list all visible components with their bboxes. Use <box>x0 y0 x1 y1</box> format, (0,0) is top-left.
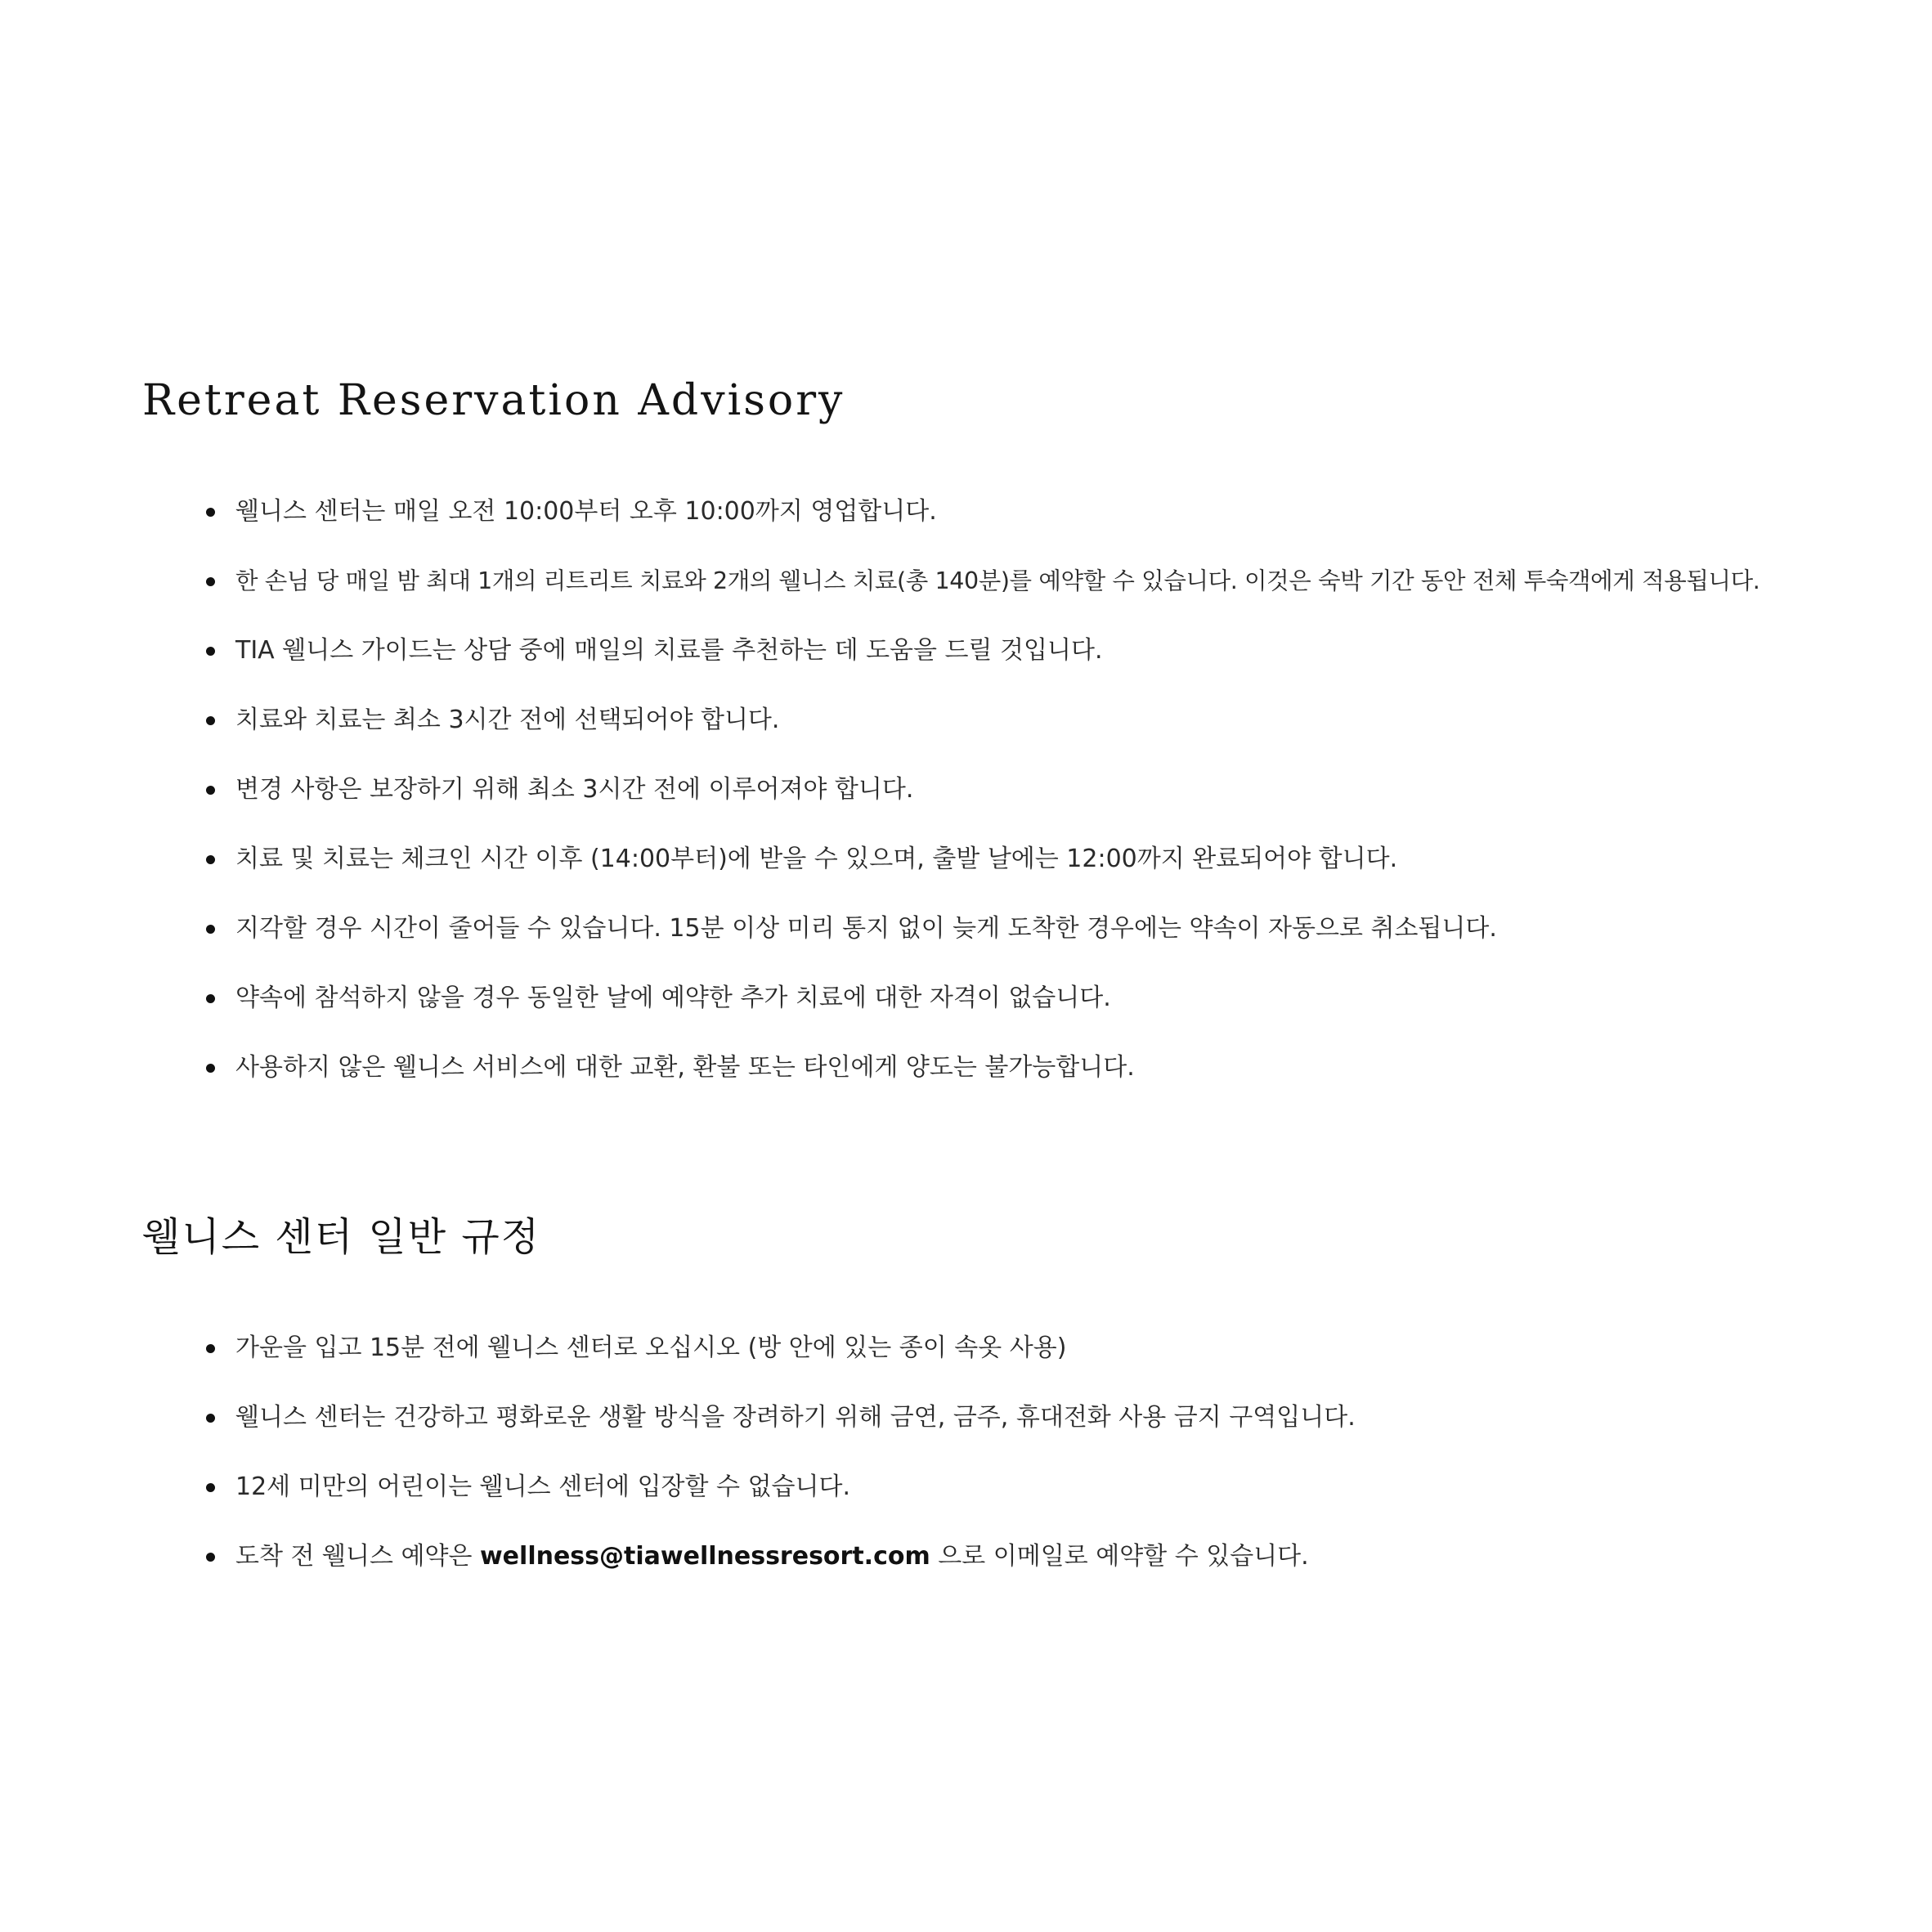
list-item <box>142 1467 1859 1536</box>
list-item <box>142 1328 1859 1397</box>
bullet-icon <box>206 994 215 1003</box>
email-item-prefix: 도착 전 웰니스 예약은 <box>235 1542 480 1571</box>
section-heading: 웰니스 센터 일반 규정 <box>142 1214 541 1260</box>
list-item-text: 웰니스 센터는 매일 오전 10:00부터 오후 10:00까지 영업합니다. <box>235 497 937 526</box>
list-item-text: 약속에 참석하지 않을 경우 동일한 날에 예약한 추가 치료에 대한 자격이 없습니다. <box>235 984 1111 1012</box>
list-item <box>142 491 1859 561</box>
list-item <box>142 700 1859 769</box>
bullet-icon <box>206 577 215 586</box>
list-item-text: 지각할 경우 시간이 줄어들 수 있습니다. 15분 이상 미리 통지 없이 늦게 도착한 경우에는 약속이 자동으로 취소됩니다. <box>235 914 1497 943</box>
bullet-icon <box>206 1553 215 1562</box>
list-item-text: 한 손님 당 매일 밤 최대 1개의 리트리트 치료와 2개의 웰니스 치료(총 140분)를 예약할 수 있습니다. 이것은 숙박 기간 동안 전체 투숙객에게 적용됩니다. <box>235 567 1760 594</box>
list-item-text: 치료 및 치료는 체크인 시간 이후 (14:00부터)에 받을 수 있으며, 출발 날에는 12:00까지 완료되어야 합니다. <box>235 845 1398 873</box>
list-item-text: 웰니스 센터는 건강하고 평화로운 생활 방식을 장려하기 위해 금연, 금주, 휴대전화 사용 금지 구역입니다. <box>235 1403 1356 1432</box>
wellness-center-rules-section <box>142 1208 1859 1606</box>
rules-list <box>142 1328 1859 1606</box>
list-item-text: 변경 사항은 보장하기 위해 최소 3시간 전에 이루어져야 합니다. <box>235 775 914 804</box>
email-item-suffix: 으로 이메일로 예약할 수 있습니다. <box>930 1542 1309 1571</box>
list-item <box>142 1536 1859 1606</box>
bullet-icon <box>206 925 215 934</box>
list-item <box>142 1397 1859 1467</box>
list-item <box>142 908 1859 978</box>
list-item-text: TIA 웰니스 가이드는 상담 중에 매일의 치료를 추천하는 데 도움을 드릴 것입니다. <box>235 636 1103 665</box>
list-item <box>142 769 1859 839</box>
email-link[interactable]: wellness@tiawellnessresort.com <box>479 1542 930 1571</box>
list-item-text: 가운을 입고 15분 전에 웰니스 센터로 오십시오 (방 안에 있는 종이 속옷 사용) <box>235 1334 1067 1362</box>
section-heading: Retreat Reservation Advisory <box>142 376 845 425</box>
list-item-text: 사용하지 않은 웰니스 서비스에 대한 교환, 환불 또는 타인에게 양도는 불가능합니다. <box>235 1053 1135 1082</box>
list-item-text: 치료와 치료는 최소 3시간 전에 선택되어야 합니다. <box>235 706 780 734</box>
list-item <box>142 839 1859 908</box>
retreat-reservation-advisory-section <box>142 372 1859 1117</box>
bullet-icon <box>206 1344 215 1353</box>
list-item <box>142 561 1859 630</box>
bullet-icon <box>206 1064 215 1073</box>
bullet-icon <box>206 1483 215 1492</box>
bullet-icon <box>206 508 215 517</box>
list-item <box>142 630 1859 700</box>
list-item <box>142 1047 1859 1117</box>
advisory-list <box>142 491 1859 1117</box>
bullet-icon <box>206 786 215 795</box>
list-item <box>142 978 1859 1047</box>
bullet-icon <box>206 1414 215 1423</box>
bullet-icon <box>206 855 215 864</box>
bullet-icon <box>206 716 215 725</box>
list-item-text: 12세 미만의 어린이는 웰니스 센터에 입장할 수 없습니다. <box>235 1473 851 1501</box>
bullet-icon <box>206 647 215 656</box>
